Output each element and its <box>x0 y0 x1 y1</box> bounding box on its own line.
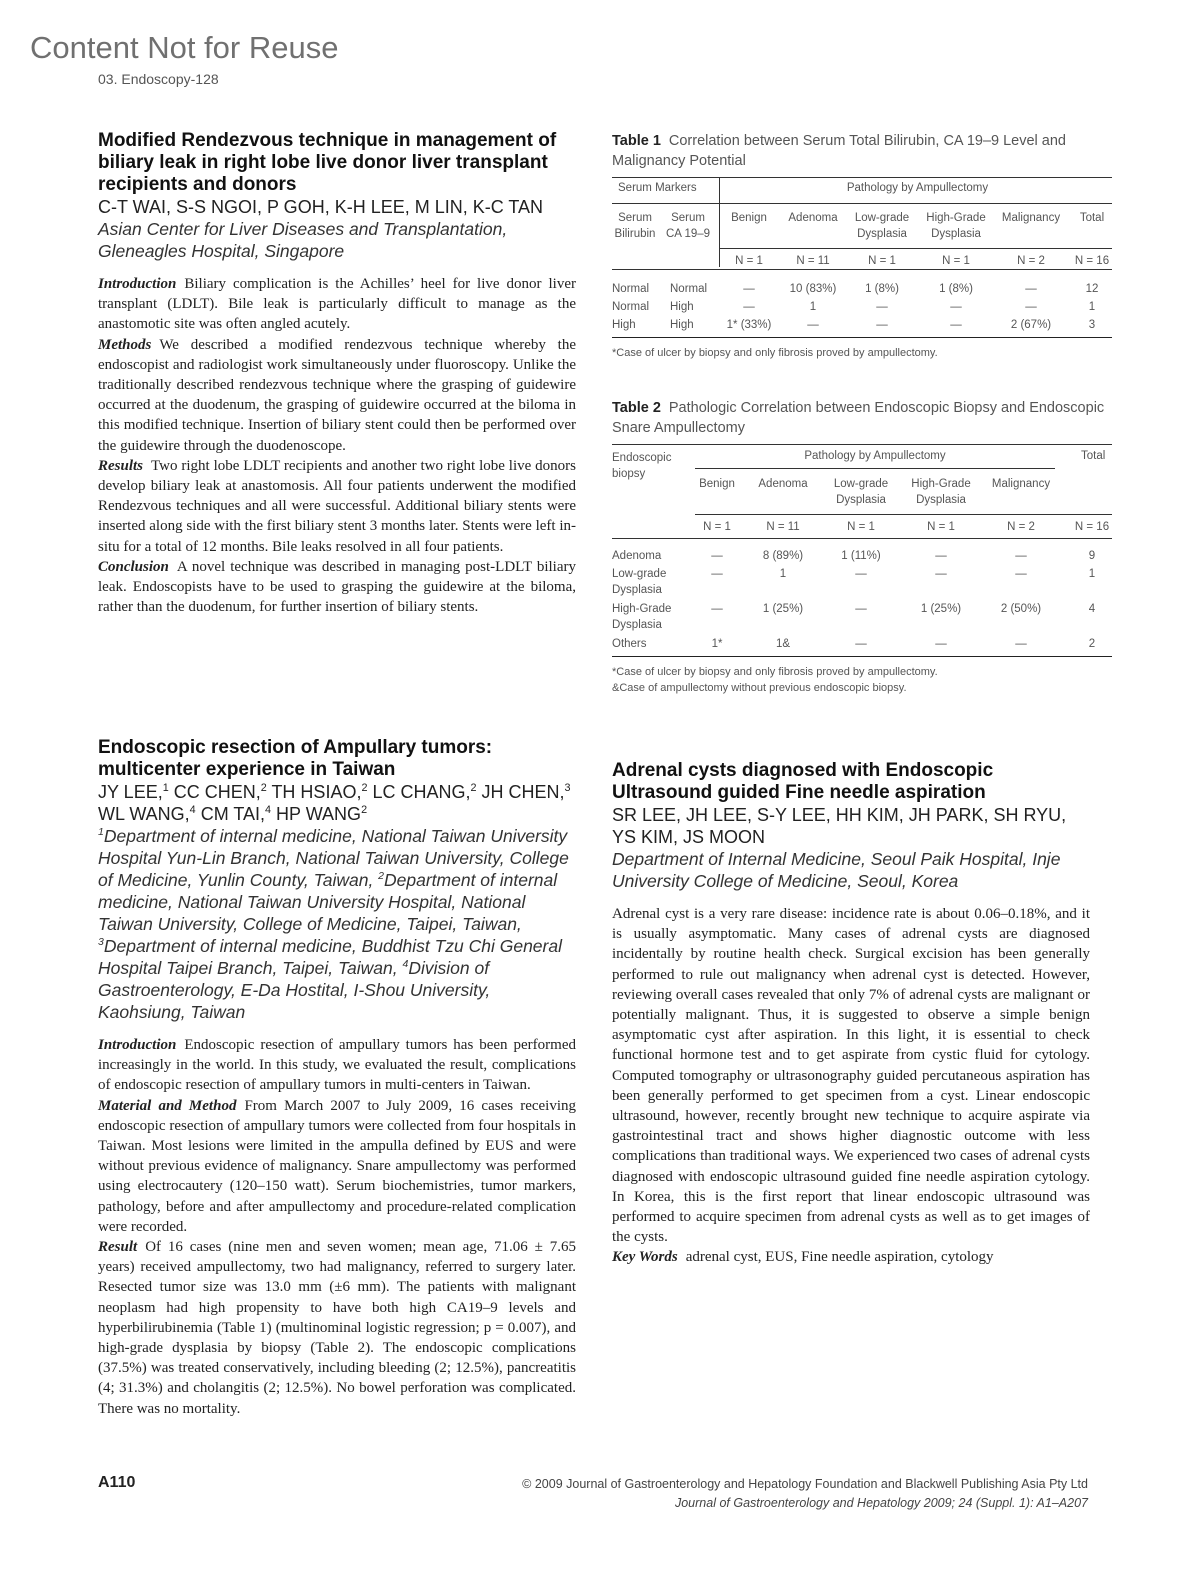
table-2-cell: — <box>711 568 723 580</box>
table-1-group-right: Pathology by Ampullectomy <box>846 182 989 194</box>
article-1-affiliation: Asian Center for Liver Diseases and Transplantation, Gleneagles Hospital, Singapore <box>98 219 508 261</box>
article-1-body <box>98 274 576 617</box>
table-1-cell: — <box>876 319 888 331</box>
label-material-method: Material and Method <box>98 1097 237 1114</box>
table-2-cell: — <box>855 638 867 650</box>
table-2-group: Pathology by Ampullectomy <box>804 450 946 462</box>
table-2-n-cell: N = 2 <box>1007 521 1035 533</box>
table-2-cell: 4 <box>1088 603 1096 615</box>
table-2-footnote-1: *Case of ulcer by biopsy and only fibrosis proved by ampullectomy. <box>612 666 938 678</box>
table-2-cell: — <box>711 550 723 562</box>
label-introduction: Introduction <box>98 276 177 292</box>
results-text: Two right lobe LDLT recipients and another two right lobe live donors develop biliary leak at anastomosis. All four patients underwent the modified Rendezvous techniques and all were successful. Additional biliary stents were inserted along side with the first biliary stent 3 months later. Stents were left in-situ for a total of 12 months. Bile leaks resolved in all four patients. <box>98 457 576 555</box>
article-3-authors: SR LEE, JH LEE, S-Y LEE, HH KIM, JH PARK, SH RYU, YS KIM, JS MOON <box>612 805 1067 847</box>
table-2-cell: — <box>711 603 723 615</box>
article-2-body <box>98 1035 576 1419</box>
article-3-title: Adrenal cysts diagnosed with Endoscopic Ultrasound guided Fine needle aspiration <box>612 760 994 803</box>
citation-line: Journal of Gastroenterology and Hepatology 2009; 24 (Suppl. 1): A1–A207 <box>674 1496 1088 1510</box>
article-3-body <box>612 904 1090 1268</box>
table-2-cell: 1& <box>775 638 791 650</box>
table-2-cell: Others <box>612 638 647 650</box>
table-1-col-header: Malignancy <box>1001 212 1061 224</box>
table-1-caption <box>612 131 1112 171</box>
table-1-col-header: Adenoma <box>788 212 838 224</box>
keywords-text: adrenal cyst, EUS, Fine needle aspiration, cytology <box>685 1249 994 1266</box>
table-2-cell: — <box>1015 550 1027 562</box>
table-2-col-header: Malignancy <box>991 478 1051 490</box>
table-1-cell: 1 (8%) <box>939 283 973 295</box>
table-1-col-ca199: Serum CA 19–9 <box>665 212 711 240</box>
table-2-cell: — <box>935 550 947 562</box>
table-2-cell: 1 <box>1088 568 1096 580</box>
table-1-cell: Normal <box>670 283 708 295</box>
table-1-cell: Normal <box>612 283 650 295</box>
page-number: A110 <box>98 1474 136 1491</box>
table-1-cell: — <box>950 301 962 313</box>
result-text: Of 16 cases (nine men and seven women; mean age, 71.06 ± 7.65 years) received ampullectomy, two had malignancy, referred to surgery later. Resected tumor size was 13.0 mm (±6 mm). The patients with malignant neoplasm had high propensity to have both high CA19–9 levels and hyperbilirubinemia (Table 1) (multinominal logistic regression; p = 0.007), and high-grade dysplasia by biopsy (Table 2). The endoscopic complications (37.5%) was treated conservatively, including bleeding (2; 12.5%), pancreatitis (4; 31.3%) and cholangitis (2; 12.5%). No bowel perforation was complicated. There was no mortality. <box>98 1239 576 1417</box>
table-2-cell: — <box>935 638 947 650</box>
article-3 <box>612 760 1090 1268</box>
label-introduction: Introduction <box>98 1037 177 1053</box>
table-2-cell: Adenoma <box>612 550 662 562</box>
section-code: 03. Endoscopy-128 <box>98 71 219 87</box>
label-conclusion: Conclusion <box>98 558 169 575</box>
table-2-n-cell: N = 1 <box>847 521 875 533</box>
table-1-cell: Normal <box>612 301 650 313</box>
table-1-cell: 2 (67%) <box>1010 319 1052 331</box>
article-3-body-text: Adrenal cyst is a very rare disease: incidence rate is about 0.06–0.18%, and it is usually asymptomatic. Many cases of adrenal cysts are diagnosed incidentally by routine health check. Surgical excision has been generally performed to rule out malignancy when adrenal cyst is detected. However, reviewing overall cases revealed that only 7% of adrenal cysts are malignant or potentially malignant. Thus, it is suggested to observe a simple benign asymptomatic cyst after aspiration. In this light, it is essential to check functional hormone test and to get aspirate from cystic fluid for cytology. Computed tomography or ultrasonography guided percutaneous aspiration has been generally performed to get specimen from a cyst. Linear endoscopic ultrasound, however, recently brought new technique to acquire aspirate via gastrointestinal tract and shows higher diagnostic outcome with less complications than traditional ways. We experienced two cases of adrenal cysts diagnosed with endoscopic ultrasound guided fine needle aspiration cytology. In Korea, this is the first report that linear endoscopic ultrasound was performed to acquire specimen from adrenal cysts as well as to get images of the cysts. <box>612 906 1090 1246</box>
table-1-cell: 1 <box>1088 301 1096 313</box>
table-1-col-header: High-Grade Dysplasia <box>926 212 986 240</box>
copyright-line: © 2009 Journal of Gastroenterology and Hepatology Foundation and Blackwell Publishing Asia Pty Ltd <box>522 1477 1088 1491</box>
table-2-cell: 1 <box>779 568 787 580</box>
table-2-cell: Low-grade Dysplasia <box>612 568 667 596</box>
table-2-cell: 8 (89%) <box>762 550 804 562</box>
intro-text: Endoscopic resection of ampullary tumors has been performed increasingly in the world. In this study, we evaluated the result, complications of endoscopic resection of ampullary tumors in multi-centers in Taiwan. <box>98 1037 576 1094</box>
table-1-cell: — <box>876 301 888 313</box>
table-1-n-cell: N = 1 <box>942 255 970 267</box>
table-2-caption-text: Pathologic Correlation between Endoscopic Biopsy and Endoscopic Snare Ampullectomy <box>612 400 1105 436</box>
table-2-n-cell: N = 11 <box>766 521 800 533</box>
table-2-cell: — <box>855 568 867 580</box>
table-1-cell: — <box>1025 301 1037 313</box>
table-2-n-cell: N = 1 <box>927 521 955 533</box>
table-1-cell: High <box>670 319 694 331</box>
table-1-cell: 3 <box>1088 319 1096 331</box>
table-2-cell: 1* <box>711 638 723 650</box>
article-2-title: Endoscopic resection of Ampullary tumors: multicenter experience in Taiwan <box>98 737 493 780</box>
table-1-cell: 10 (83%) <box>789 283 837 295</box>
article-1-authors: C-T WAI, S-S NGOI, P GOH, K-H LEE, M LIN, K-C TAN <box>98 197 544 217</box>
table-2-col-header: Adenoma <box>758 478 808 490</box>
table-2-col-header: Benign <box>699 478 735 490</box>
table-2-cell: High-Grade Dysplasia <box>612 603 672 631</box>
table-2-n-cell: N = 1 <box>703 521 731 533</box>
table-1-cell: High <box>670 301 694 313</box>
table-1-n-cell: N = 1 <box>868 255 896 267</box>
table-1-label: Table 1 <box>612 133 661 149</box>
table-1-cell: 1* (33%) <box>726 319 772 331</box>
table-2-cell: — <box>1015 638 1027 650</box>
table-1-cell: — <box>1025 283 1037 295</box>
table-2-footnote-2: &Case of ampullectomy without previous endoscopic biopsy. <box>612 682 907 694</box>
table-2-cell: 1 (25%) <box>920 603 962 615</box>
table-2-cell: 1 (25%) <box>762 603 804 615</box>
table-1-cell: 12 <box>1085 283 1099 295</box>
table-2-col-header: High-Grade Dysplasia <box>911 478 971 506</box>
table-1-col-bilirubin: Serum Bilirubin <box>614 212 656 240</box>
table-1-cell: 1 <box>809 301 817 313</box>
label-key-words: Key Words <box>612 1249 678 1266</box>
conclusion-text: A novel technique was described in managing post-LDLT biliary leak. Endoscopists have to be used to grasping the guidewire at the biloma, rather than the duodenum, for further insertion of biliary stents. <box>98 558 576 616</box>
table-2-cell: 9 <box>1088 550 1096 562</box>
table-1-n-cell: N = 11 <box>796 255 830 267</box>
table-1-cell: 1 (8%) <box>865 283 899 295</box>
table-2-n-cell: N = 16 <box>1074 521 1110 533</box>
table-2-cell: — <box>935 568 947 580</box>
article-2-authors: JY LEE,$^1$ CC CHEN,$^2$ TH HSIAO,$^2$ LC CHANG,$^2$ JH CHEN,$^3$ WL WANG,$^4$ CM TAI,$^4$ HP WANG$^2$ <box>98 782 571 824</box>
material-method-text: From March 2007 to July 2009, 16 cases receiving endoscopic resection of ampullary tumors were collected from four hospitals in Taiwan. Most lesions were limited in the ampulla defined by EUS and were without previous evidence of malignancy. Snare ampullectomy was performed using electrocautery (120–150 watt). Serum biochemistries, tumor markers, pathology, before and after ampullectomy and procedure-related complication were recorded. <box>98 1097 577 1235</box>
article-1 <box>98 130 576 617</box>
article-1-title: Modified Rendezvous technique in management of biliary leak in right lobe live donor liver transplant recipients and donors <box>98 130 557 195</box>
article-2 <box>98 737 576 1419</box>
table-1-col-header: Low-grade Dysplasia <box>854 212 910 240</box>
watermark-text: Content Not for Reuse <box>30 30 339 65</box>
table-1-n-cell: N = 16 <box>1074 255 1110 267</box>
table-2-label: Table 2 <box>612 400 661 416</box>
table-1-cell: — <box>807 319 819 331</box>
table-1-cell: — <box>743 301 755 313</box>
table-2-cell: 2 (50%) <box>1000 603 1042 615</box>
methods-text: We described a modified rendezvous technique whereby the endoscopist and radiologist work simultaneously under fluoroscopy. Unlike the traditionally described rendezvous technique where the grasping of guidewire occurred at the duodenum, the grasping of guidewire occurred at the biloma in this modified technique. Insertion of biliary stent could then be performed over the guidewire through the duodenoscope. <box>98 336 576 454</box>
table-1-col-header: Benign <box>731 212 767 224</box>
label-methods: Methods <box>98 336 152 353</box>
article-3-affiliation: Department of Internal Medicine, Seoul Paik Hospital, Inje University College of Medicine, Seoul, Korea <box>612 849 1061 891</box>
table-2-total-head: Total <box>1081 450 1106 462</box>
table-1-footnote: *Case of ulcer by biopsy and only fibrosis proved by ampullectomy. <box>612 347 938 359</box>
table-2-cell: — <box>1015 568 1027 580</box>
table-1-n-cell: N = 2 <box>1017 255 1045 267</box>
intro-text: Biliary complication is the Achilles’ heel for live donor liver transplant (LDLT). Bile leak is particularly difficult to manage as the anastomotic site was often angled acutely. <box>98 276 576 333</box>
table-2-cell: 1 (11%) <box>841 550 881 562</box>
table-2-caption <box>612 398 1112 438</box>
label-result: Result <box>98 1239 138 1256</box>
table-1-cell: — <box>743 283 755 295</box>
table-1-col-header: Total <box>1079 212 1105 224</box>
table-2-cell: — <box>855 603 867 615</box>
table-2-cell: 2 <box>1088 638 1096 650</box>
table-1-caption-text: Correlation between Serum Total Bilirubin, CA 19–9 Level and Malignancy Potential <box>612 133 1066 169</box>
table-2-col-biopsy: Endoscopic biopsy <box>612 452 672 480</box>
table-1-cell: High <box>612 319 636 331</box>
table-1-cell: — <box>950 319 962 331</box>
table-1-n-cell: N = 1 <box>735 255 763 267</box>
table-1-group-left: Serum Markers <box>618 182 697 194</box>
table-2-col-header: Low-grade Dysplasia <box>833 478 889 506</box>
article-2-affiliation: $^1$Department of internal medicine, National Taiwan University Hospital Yun-Lin Branch, National Taiwan University, College of Medicine, Yunlin County, Taiwan, $^2$Department of internal medicine, National Taiwan University Hospital, National Taiwan University, College of Medicine, Taipei, Taiwan, $^3$Department of internal medicine, Buddhist Tzu Chi General Hospital Taipei Branch, Taipei, Taiwan, $^4$Division of Gastroenterology, E-Da Hostital, I-Shou University, Kaohsiung, Taiwan <box>98 826 569 1022</box>
label-results: Results <box>98 457 144 474</box>
